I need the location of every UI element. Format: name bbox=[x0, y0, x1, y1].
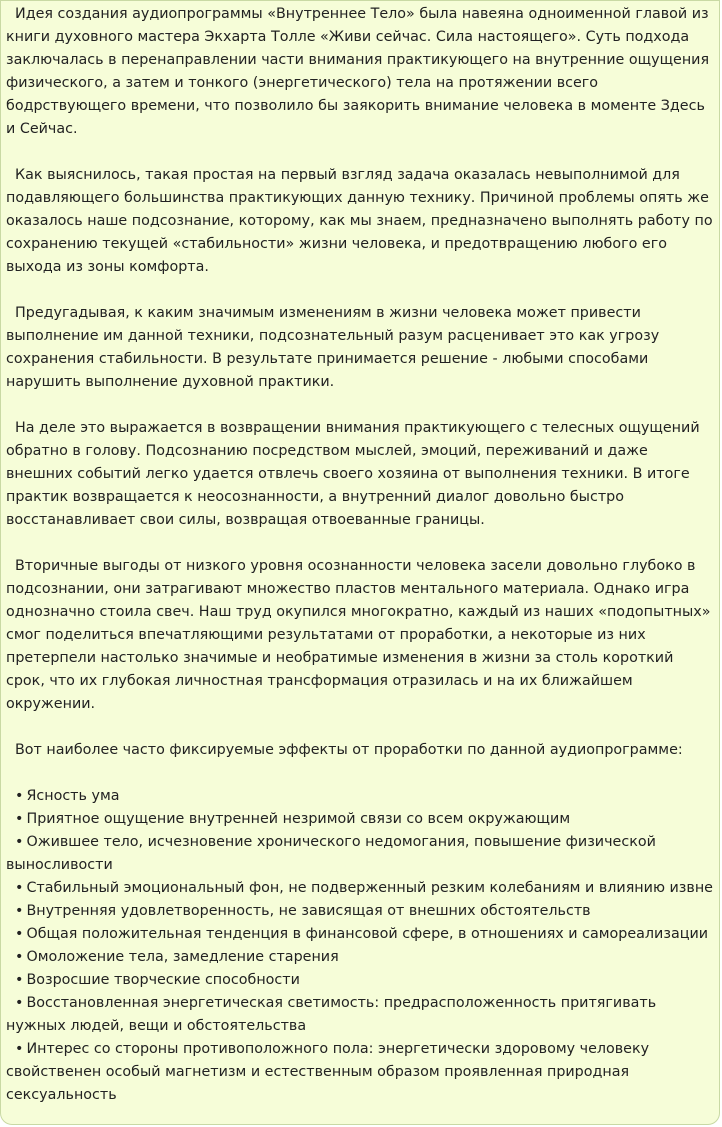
paragraph-effects-intro: Вот наиболее часто фиксируемые эффекты от проработки по данной аудиопрограмме: bbox=[15, 742, 683, 758]
bullet-icon: • bbox=[15, 903, 24, 919]
bullet-icon: • bbox=[15, 972, 24, 988]
bullet-icon: • bbox=[15, 949, 24, 965]
paragraph-subconscious: Предугадывая, к каким значимым изменениям в жизни человека может привести выполнение им данной техники, подсознательный разум расценивает это как угрозу сохранения стабильности. В результате принимается решение - любыми способами нарушить выполнение духовной практики. bbox=[6, 305, 660, 390]
list-item: • Возросшие творческие способности bbox=[15, 972, 300, 988]
article-text bbox=[6, 3, 715, 1107]
bullet-icon: • bbox=[15, 1041, 24, 1057]
list-item: • Восстановленная энергетическая светимость: предрасположенность притягивать нужных людей, вещи и обстоятельства bbox=[6, 995, 657, 1034]
list-item: • Ожившее тело, исчезновение хронического недомогания, повышение физической выносливости bbox=[6, 834, 656, 873]
paragraph-results: Вторичные выгоды от низкого уровня осознанности человека засели довольно глубоко в подсознании, они затрагивают множество пластов ментального материала. Однако игра однозначно стоила свеч. Наш труд окупился многократно, каждый из наших «подопытных» смог поделиться впечатляющими результатами от проработки, а некоторые из них претерпели настолько значимые и необратимые изменения в жизни за столь короткий срок, что их глубокая личностная трансформация отразилась и на их ближайшем окружении. bbox=[6, 558, 711, 712]
bullet-icon: • bbox=[15, 834, 24, 850]
list-item: • Общая положительная тенденция в финансовой сфере, в отношениях и самореализации bbox=[15, 926, 709, 942]
list-item: • Интерес со стороны противоположного пола: энергетически здоровому человеку свойственен особый магнетизм и естественным образом проявленная природная сексуальность bbox=[6, 1041, 650, 1103]
list-item: • Внутренняя удовлетворенность, не зависящая от внешних обстоятельств bbox=[15, 903, 591, 919]
paragraph-distraction: На деле это выражается в возвращении внимания практикующего с телесных ощущений обратно в голову. Подсознанию посредством мыслей, эмоций, переживаний и даже внешних событий легко удается отвлечь своего хозяина от выполнения техники. В итоге практик возвращается к неосознанности, а внутренний диалог довольно быстро восстанавливает свои силы, возвращая отвоеванные границы. bbox=[6, 420, 700, 528]
effects-list bbox=[6, 785, 715, 1107]
bullet-icon: • bbox=[15, 788, 24, 804]
list-item: • Омоложение тела, замедление старения bbox=[15, 949, 339, 965]
list-item: • Приятное ощущение внутренней незримой связи со всем окружающим bbox=[15, 811, 571, 827]
bullet-icon: • bbox=[15, 811, 24, 827]
paragraph-intro: Идея создания аудиопрограммы «Внутреннее Тело» была навеяна одноименной главой из книги духовного мастера Экхарта Толле «Живи сейчас. Сила настоящего». Суть подхода заключалась в перенаправлении части внимания практикующего на внутренние ощущения физического, а затем и тонкого (энергетического) тела на протяжении всего бодрствующего времени, что позволило бы заякорить внимание человека в моменте Здесь и Сейчас. bbox=[6, 6, 710, 137]
bullet-icon: • bbox=[15, 995, 24, 1011]
bullet-icon: • bbox=[15, 926, 24, 942]
paragraph-problem: Как выяснилось, такая простая на первый взгляд задача оказалась невыполнимой для подавляющего большинства практикующих данную технику. Причиной проблемы опять же оказалось наше подсознание, которому, как мы знаем, предназначено выполнять работу по сохранению текущей «стабильности» жизни человека, и предотвращению любого его выхода из зоны комфорта. bbox=[6, 167, 713, 275]
list-item: • Стабильный эмоциональный фон, не подверженный резким колебаниям и влиянию извне bbox=[15, 880, 713, 896]
list-item: • Ясность ума bbox=[15, 788, 120, 804]
bullet-icon: • bbox=[15, 880, 24, 896]
